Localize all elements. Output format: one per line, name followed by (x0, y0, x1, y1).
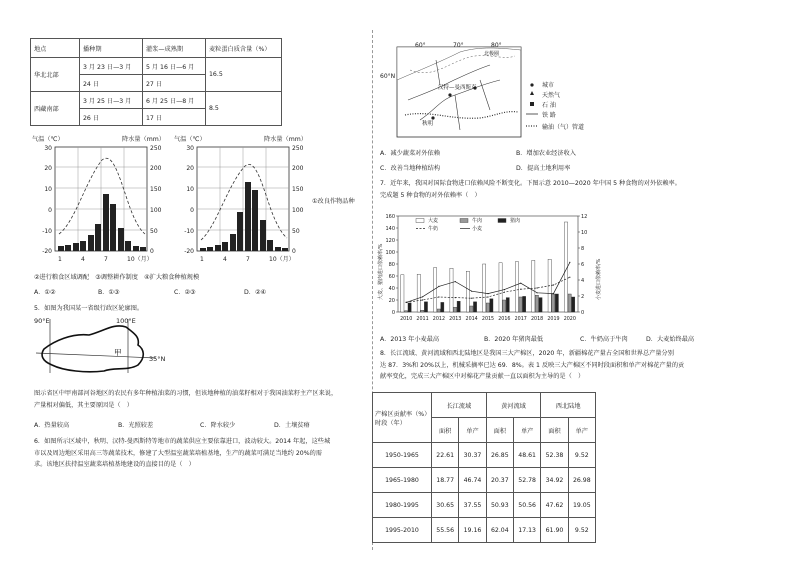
bar-牛肉 (568, 294, 571, 312)
point-牛奶 (422, 299, 423, 300)
table-header: 地点 (31, 39, 80, 58)
option-d[interactable]: D．提高土地利用率 (516, 165, 571, 172)
x-tick-label: 2014 (465, 317, 478, 322)
bar-猪肉 (424, 302, 427, 312)
bar-猪肉 (555, 294, 558, 312)
x-tick-label: 2016 (498, 317, 511, 322)
left-tick: -10 (184, 228, 194, 235)
point-小麦 (455, 281, 456, 282)
bar-牛肉 (421, 310, 424, 312)
point-小麦 (487, 293, 488, 294)
table-cell: 62.04 (486, 518, 513, 543)
period-cell: 1950-1965 (373, 443, 432, 468)
lon-label: 100°E (116, 317, 136, 325)
bar-大麦 (483, 264, 486, 312)
option-d[interactable]: D．大麦始终最高 (646, 336, 695, 343)
right-tick: 50 (292, 228, 300, 235)
text-line: 达 87．3%和 20%以上，机械采摘率已达 69．8%。表 1 反映三大产棉区不同时段面积和单产对棉花产量的贡 (380, 361, 685, 369)
arctic-label: 北极圈 (484, 51, 500, 57)
y-axis-label: 大麦、猪肉进口依赖率/% (378, 243, 384, 300)
table-cell: 6 月 25 日—8 月 (143, 92, 206, 109)
left-tick: 0 (190, 207, 194, 214)
bar-大麦 (515, 262, 518, 312)
sub-header: 面积 (486, 418, 513, 443)
option-c[interactable]: C．牛奶高于牛肉 (580, 336, 628, 343)
q8-text (380, 348, 780, 383)
x-tick-label: 2011 (416, 317, 429, 322)
table-header: 麦粒蛋白质含量（%） (206, 39, 282, 58)
q6-text (34, 436, 364, 471)
legend-label: 大麦 (428, 218, 439, 224)
legend-label: 小麦 (472, 226, 483, 232)
left-tick: 10 (44, 186, 52, 193)
y-tick-label: 80 (388, 261, 395, 268)
table-cell: 9.52 (568, 518, 595, 543)
bar-猪肉 (408, 303, 411, 312)
left-tick: -20 (184, 248, 194, 255)
text-line: 6．如图所示区域中，秋明、汉特-曼西斯特等地市的蔬菜供应主要依靠进口，波动较大。2014 年起，这些城 (34, 438, 331, 445)
legend-swatch (498, 219, 506, 223)
x-tick-label: 2020 (563, 317, 576, 322)
q5-text (34, 388, 364, 411)
bar-大麦 (450, 268, 453, 312)
option-a[interactable]: A．减少蔬菜对外依赖 (380, 150, 440, 157)
point-小麦 (406, 302, 407, 303)
legend-label: 输油（气）管道 (542, 124, 585, 131)
option-a[interactable]: A．①② (34, 289, 56, 296)
corner-top: 产棉区贡献率（%） (375, 410, 431, 418)
right-tick: 250 (150, 145, 162, 152)
bar-牛肉 (519, 297, 522, 312)
legend-label: 天然气 (542, 92, 561, 99)
bar-牛肉 (404, 311, 407, 312)
region-header: 长江流域 (432, 393, 487, 418)
point-牛奶 (569, 277, 570, 278)
table-cell: 24 日 (80, 75, 143, 92)
bar-牛肉 (503, 300, 506, 312)
y2-tick-label: 2 (581, 293, 585, 300)
sub-header: 单产 (513, 418, 540, 443)
table-cell: 8.5 (206, 92, 282, 126)
right-tick: 0 (292, 248, 296, 255)
table-cell: 26.98 (568, 468, 595, 493)
y2-tick-label: 6 (581, 261, 585, 268)
region-header: 黄河流域 (486, 393, 541, 418)
x-tick-label: 2018 (530, 317, 544, 322)
period-cell: 1995-2010 (373, 518, 432, 543)
point-小麦 (569, 262, 570, 263)
bar-大麦 (499, 263, 502, 312)
x-tick: 1 (58, 256, 62, 263)
right-tick: 150 (292, 186, 304, 193)
table-cell: 52.38 (541, 443, 568, 468)
sub-header: 单产 (568, 418, 595, 443)
option-b[interactable]: B．2020 年猪肉最低 (484, 336, 544, 343)
wheat-table (30, 38, 282, 126)
table-cell: 西藏南部 (31, 92, 80, 126)
bar-大麦 (532, 260, 535, 312)
table-cell: 50.93 (486, 493, 513, 518)
x-tick: 7 (246, 256, 250, 263)
bar-牛肉 (552, 294, 555, 312)
right-tick: 150 (150, 186, 162, 193)
table-cell: 20.37 (486, 468, 513, 493)
point-小麦 (536, 292, 537, 293)
bar-猪肉 (572, 297, 575, 312)
climate-left-svg (30, 142, 180, 266)
lon-label: 90°E (34, 317, 50, 325)
bar-牛肉 (453, 307, 456, 312)
y-tick-label: 120 (385, 237, 395, 244)
q6-options (380, 148, 640, 176)
line-小麦 (406, 262, 570, 302)
text-line: 市以及周边地区采用高三等蔬菜技术，修建了大型温室蔬菜培植基地，生产的蔬菜可满足当地约 20%的需 (34, 449, 322, 457)
y-tick-label: 60 (388, 273, 395, 280)
bar-牛肉 (486, 303, 489, 312)
table-cell: 55.56 (432, 518, 459, 543)
table-cell: 37.55 (459, 493, 486, 518)
option-d[interactable]: D．②④ (244, 289, 267, 296)
bar-猪肉 (539, 298, 542, 312)
lon-label: 70° (453, 42, 464, 49)
table-header: 播种期 (80, 39, 143, 58)
y2-axis-label: 小麦进口依赖率/% (596, 258, 602, 300)
x-tick-label: 2013 (449, 317, 462, 322)
left-tick: 30 (44, 145, 52, 152)
point-牛奶 (438, 296, 439, 297)
point-小麦 (471, 291, 472, 292)
x-tick-label: 2017 (514, 317, 527, 322)
point-牛奶 (487, 296, 488, 297)
right-tick: 200 (150, 165, 162, 172)
x-tick: 1 (200, 256, 204, 263)
city-label: 秋明 (422, 121, 434, 127)
lon-label: 80° (491, 42, 502, 49)
climate-right-svg (172, 142, 322, 266)
text-line: 7．近年来，我国对国际食物进口依赖风险不断变化。下图示意 2010—2020 年中国 5 种食物的对外依赖率。 (380, 180, 681, 187)
table-cell: 61.90 (541, 518, 568, 543)
table-cell: 5 月 16 日—6 月 (143, 58, 206, 75)
lat-label: 60°N (380, 73, 396, 80)
text-line: 献率变化，完成三大产棉区中对棉花产量贡献一直以面积为主导的是（ ） (380, 373, 585, 380)
text-line: 8．长江流域、黄河流域和西北陆地区是我国三大产棉区，2020 年，新疆棉花产量占全国和世界总产量分别 (380, 350, 674, 357)
y-tick-label: 160 (385, 213, 395, 220)
bar-猪肉 (523, 296, 526, 312)
legend-swatch (460, 219, 468, 223)
import-chart (372, 204, 608, 332)
y-left-label: 气温（℃） (174, 136, 206, 143)
q4-items: ②进行粮食区域调配 ③调整耕作制度 ④扩大粮食种植规模 (34, 274, 200, 281)
table-cell: 19.16 (459, 518, 486, 543)
table-row (373, 493, 596, 518)
table-cell: 16.5 (206, 58, 282, 92)
y-tick-label: 100 (385, 249, 395, 256)
point-小麦 (504, 289, 505, 290)
place-label: 甲 (114, 348, 122, 357)
table-cell: 9.52 (568, 443, 595, 468)
point-牛奶 (455, 297, 456, 298)
table-cell: 48.61 (513, 443, 540, 468)
left-tick: 20 (44, 165, 52, 172)
y2-tick-label: 0 (581, 309, 585, 316)
line-牛奶 (406, 277, 570, 302)
bar-大麦 (401, 275, 404, 312)
climate-chart-right (172, 134, 322, 266)
left-tick: -20 (42, 248, 52, 255)
y-tick-label: 40 (388, 285, 395, 292)
corner-cell (373, 393, 432, 443)
right-tick: 250 (292, 145, 304, 152)
table-cell: 3 月 25 日—3 月 (80, 92, 143, 109)
x-tick: 4 (81, 256, 85, 263)
option-d[interactable]: D．土壤贫瘠 (274, 422, 310, 429)
y-tick-label: 20 (388, 297, 395, 304)
sub-header: 面积 (541, 418, 568, 443)
bar-牛肉 (437, 309, 440, 312)
bar-猪肉 (506, 298, 509, 312)
table-cell: 46.74 (459, 468, 486, 493)
x-tick-label: 2012 (432, 317, 446, 322)
y2-tick-label: 12 (581, 213, 588, 220)
table-cell: 26.85 (486, 443, 513, 468)
option-b[interactable]: B．增加农业经济收入 (516, 150, 576, 157)
point-小麦 (520, 283, 521, 284)
option-a[interactable]: A．2013 年小麦最高 (380, 336, 440, 343)
point-小麦 (422, 296, 423, 297)
bar-大麦 (417, 274, 420, 312)
table-row (373, 443, 596, 468)
point-牛奶 (504, 292, 505, 293)
point-牛奶 (536, 287, 537, 288)
point-小麦 (438, 286, 439, 287)
q5-stem: 5．如图为我国某一省级行政区轮廓图。 (34, 305, 144, 312)
table-cell: 19.05 (568, 493, 595, 518)
point-小麦 (553, 293, 554, 294)
y-tick-label: 0 (391, 309, 395, 316)
table-cell: 50.56 (513, 493, 540, 518)
province-map (34, 315, 184, 375)
table-cell: 22.61 (432, 443, 459, 468)
siberia-map (380, 40, 620, 140)
table-cell: 30.37 (459, 443, 486, 468)
table-header: 灌浆—成熟期 (143, 39, 206, 58)
x-tick-label: 2010 (400, 317, 413, 322)
option-c[interactable]: C．②③ (174, 289, 196, 296)
x-tick-label: 2019 (547, 317, 560, 322)
q7-text (380, 178, 780, 201)
bar-牛肉 (535, 295, 538, 312)
table-cell: 52.78 (513, 468, 540, 493)
text-line: 图示省区中甲南部河谷地区的农民有多年种植油菜的习惯，但该地种植的油菜籽相对于我国油菜籽主产区来说， (34, 390, 338, 397)
text-line: 完成题 5 种食物的对外依赖率（ ） (380, 191, 481, 199)
bar-牛肉 (470, 306, 473, 312)
period-cell: 1965-1980 (373, 468, 432, 493)
right-tick: 200 (292, 165, 304, 172)
sub-header: 单产 (459, 418, 486, 443)
bar-猪肉 (490, 299, 493, 312)
right-tick: 0 (150, 248, 154, 255)
y2-tick-label: 4 (581, 277, 585, 284)
x-tick-label: 2015 (481, 317, 495, 322)
x-tick: 7 (104, 256, 108, 263)
right-tick: 100 (292, 207, 304, 214)
table-cell: 30.65 (432, 493, 459, 518)
y2-tick-label: 10 (581, 229, 588, 236)
option-c[interactable]: C．降水较少 (200, 422, 236, 429)
point-牛奶 (520, 289, 521, 290)
y-tick-label: 140 (385, 225, 395, 232)
left-tick: 20 (186, 165, 194, 172)
option-c[interactable]: C．改善当地种植结构 (380, 165, 441, 172)
text-line: 求。该地区扶持温室蔬菜培植基地建设的直接目的是（ ） (34, 461, 195, 468)
side-note: ①改良作物品种 (312, 198, 355, 205)
table-cell: 华北北部 (31, 58, 80, 92)
period-cell: 1980-1995 (373, 493, 432, 518)
table-cell: 26 日 (80, 109, 143, 126)
table-cell: 27 日 (143, 75, 206, 92)
table-cell: 3 月 23 日—3 月 (80, 58, 143, 75)
left-tick: 30 (186, 145, 194, 152)
option-b[interactable]: B．①③ (98, 289, 120, 296)
sub-header: 面积 (432, 418, 459, 443)
x-tick: 4 (223, 256, 227, 263)
table-cell: 17.13 (513, 518, 540, 543)
corner-bottom: 时段（年） (375, 419, 406, 427)
text-line: 产量相对偏低，其主要原因是（ ） (34, 401, 133, 409)
left-tick: -10 (42, 228, 52, 235)
climate-chart-left (30, 134, 180, 266)
option-a[interactable]: A．热量较高 (34, 422, 70, 429)
y-left-label: 气温（℃） (32, 136, 64, 143)
legend-label: 石 油 (542, 102, 556, 109)
option-b[interactable]: B．光照较差 (118, 422, 154, 429)
table-cell: 17 日 (143, 109, 206, 126)
bar-猪肉 (473, 302, 476, 312)
legend-label: 牛肉 (472, 218, 483, 224)
table-cell: 18.77 (432, 468, 459, 493)
point-牛奶 (471, 298, 472, 299)
legend-swatch (416, 219, 424, 223)
legend-label: 牛奶 (428, 226, 439, 232)
left-tick: 0 (48, 207, 52, 214)
table-row (373, 468, 596, 493)
left-tick: 10 (186, 186, 194, 193)
bar-猪肉 (457, 301, 460, 312)
cotton-table (372, 392, 596, 543)
y2-tick-label: 8 (581, 245, 585, 252)
y-right-label: 降水量（mm） (264, 136, 307, 143)
import-chart-svg (372, 204, 608, 332)
lon-label: 60° (415, 42, 426, 49)
region-header: 西北陆地 (541, 393, 596, 418)
x-tick: 10（月） (269, 256, 295, 263)
table-cell: 34.92 (541, 468, 568, 493)
right-tick: 50 (150, 228, 158, 235)
right-tick: 100 (150, 207, 162, 214)
bar-猪肉 (441, 302, 444, 312)
region-label: 汉特—曼西斯克 (438, 85, 477, 91)
x-tick: 10（月） (127, 256, 153, 263)
legend-label: 铁 路 (542, 112, 556, 119)
table-row (373, 518, 596, 543)
point-牛奶 (553, 284, 554, 285)
lat-label: 35°N (149, 355, 166, 363)
y-right-label: 降水量（mm） (122, 136, 165, 143)
legend-label: 城市 (542, 82, 555, 89)
legend-label: 猪肉 (510, 218, 521, 224)
bar-大麦 (466, 271, 469, 312)
table-cell: 47.62 (541, 493, 568, 518)
